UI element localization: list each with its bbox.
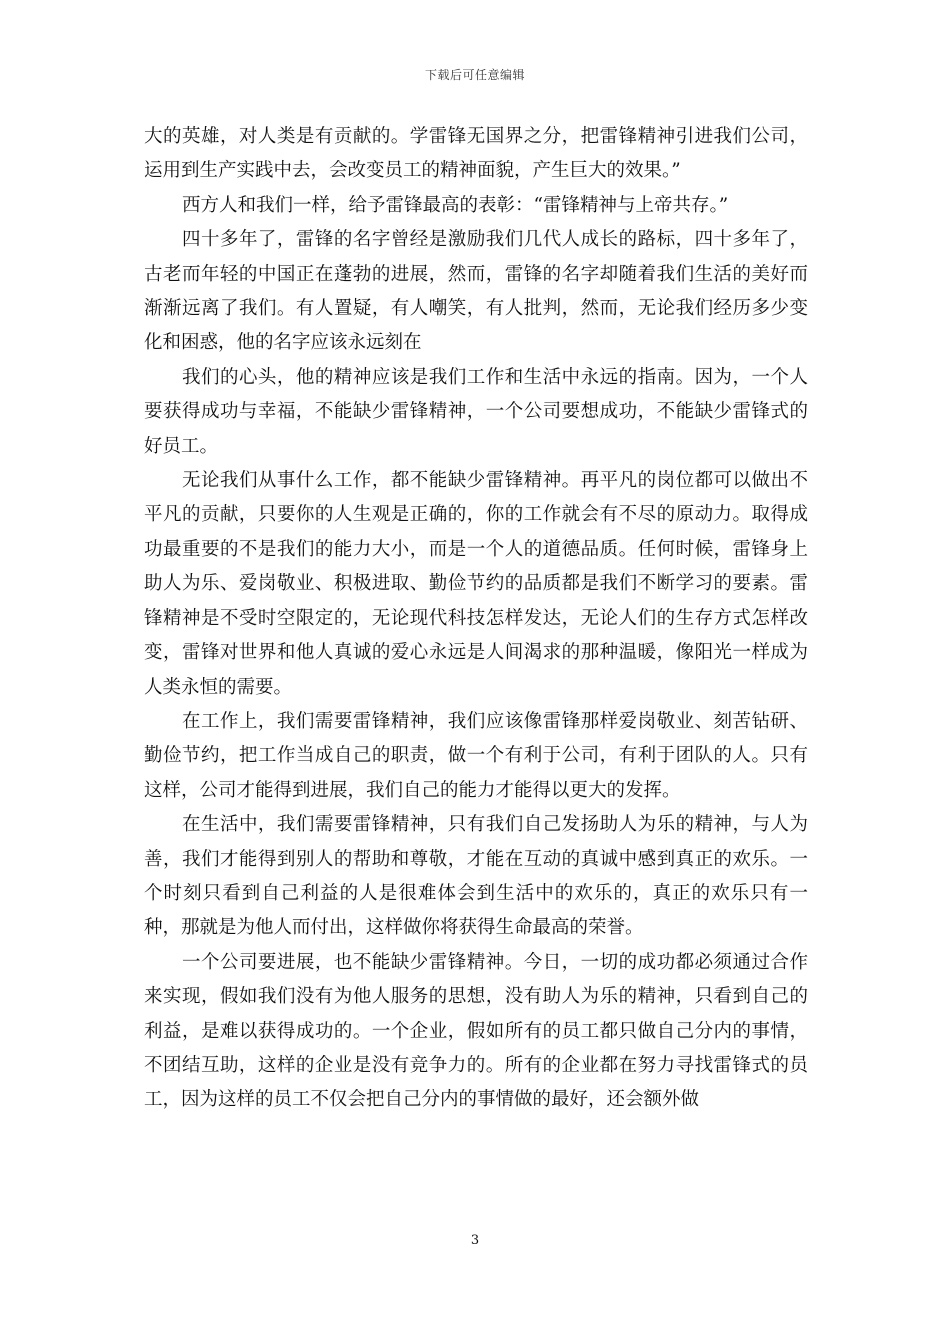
paragraph: 无论我们从事什么工作，都不能缺少雷锋精神。再平凡的岗位都可以做出不平凡的贡献，只要你的人生观是正确的，你的工作就会有不尽的原动力。取得成功最重要的不是我们的能力大小，而是一个人的道德品质。任何时候，雷锋身上助人为乐、爱岗敬业、积极进取、勤俭节约的品质都是我们不断学习的要素。雷锋精神是不受时空限定的，无论现代科技怎样发达，无论人们的生存方式怎样改变，雷锋对世界和他人真诚的爱心永远是人间渴求的那种温暖，像阳光一样成为人类永恒的需要。 bbox=[144, 470, 808, 698]
paragraph: 四十多年了，雷锋的名字曾经是激励我们几代人成长的路标，四十多年了，古老而年轻的中国正在蓬勃的进展，然而，雷锋的名字却随着我们生活的美好而渐渐远离了我们。有人置疑，有人嘲笑，有人批判，然而，无论我们经历多少变化和困惑，他的名字应该永远刻在 bbox=[144, 229, 808, 354]
paragraph: 大的英雄，对人类是有贡献的。学雷锋无国界之分，把雷锋精神引进我们公司，运用到生产实践中去，会改变员工的精神面貌，产生巨大的效果。” bbox=[144, 126, 808, 182]
paragraph: 在生活中，我们需要雷锋精神，只有我们自己发扬助人为乐的精神，与人为善，我们才能得到别人的帮助和尊敬，才能在互动的真诚中感到真正的欢乐。一个时刻只看到自己利益的人是很难体会到生活中的欢乐的，真正的欢乐只有一种，那就是为他人而付出，这样做你将获得生命最高的荣誉。 bbox=[144, 814, 808, 939]
paragraph: 一个公司要进展，也不能缺少雷锋精神。今日，一切的成功都必须通过合作来实现，假如我们没有为他人服务的思想，没有助人为乐的精神，只看到自己的利益，是难以获得成功的。一个企业，假如所有的员工都只做自己分内的事情，不团结互助，这样的企业是没有竞争力的。所有的企业都在努力寻找雷锋式的员工，因为这样的员工不仅会把自己分内的事情做的最好，还会额外做 bbox=[144, 951, 808, 1111]
page-header: 下载后可任意编辑 bbox=[424, 68, 525, 82]
paragraph: 在工作上，我们需要雷锋精神，我们应该像雷锋那样爱岗敬业、刻苦钻研、勤俭节约，把工作当成自己的职责，做一个有利于公司，有利于团队的人。只有这样，公司才能得到进展，我们自己的能力才能得以更大的发挥。 bbox=[144, 710, 808, 801]
paragraph: 我们的心头，他的精神应该是我们工作和生活中永远的指南。因为，一个人要获得成功与幸福，不能缺少雷锋精神，一个公司要想成功，不能缺少雷锋式的好员工。 bbox=[144, 366, 808, 457]
page-number: 3 bbox=[470, 1233, 480, 1248]
paragraph: 西方人和我们一样，给予雷锋最高的表彰：“雷锋精神与上帝共存。” bbox=[182, 194, 729, 216]
document-body bbox=[144, 120, 808, 1118]
